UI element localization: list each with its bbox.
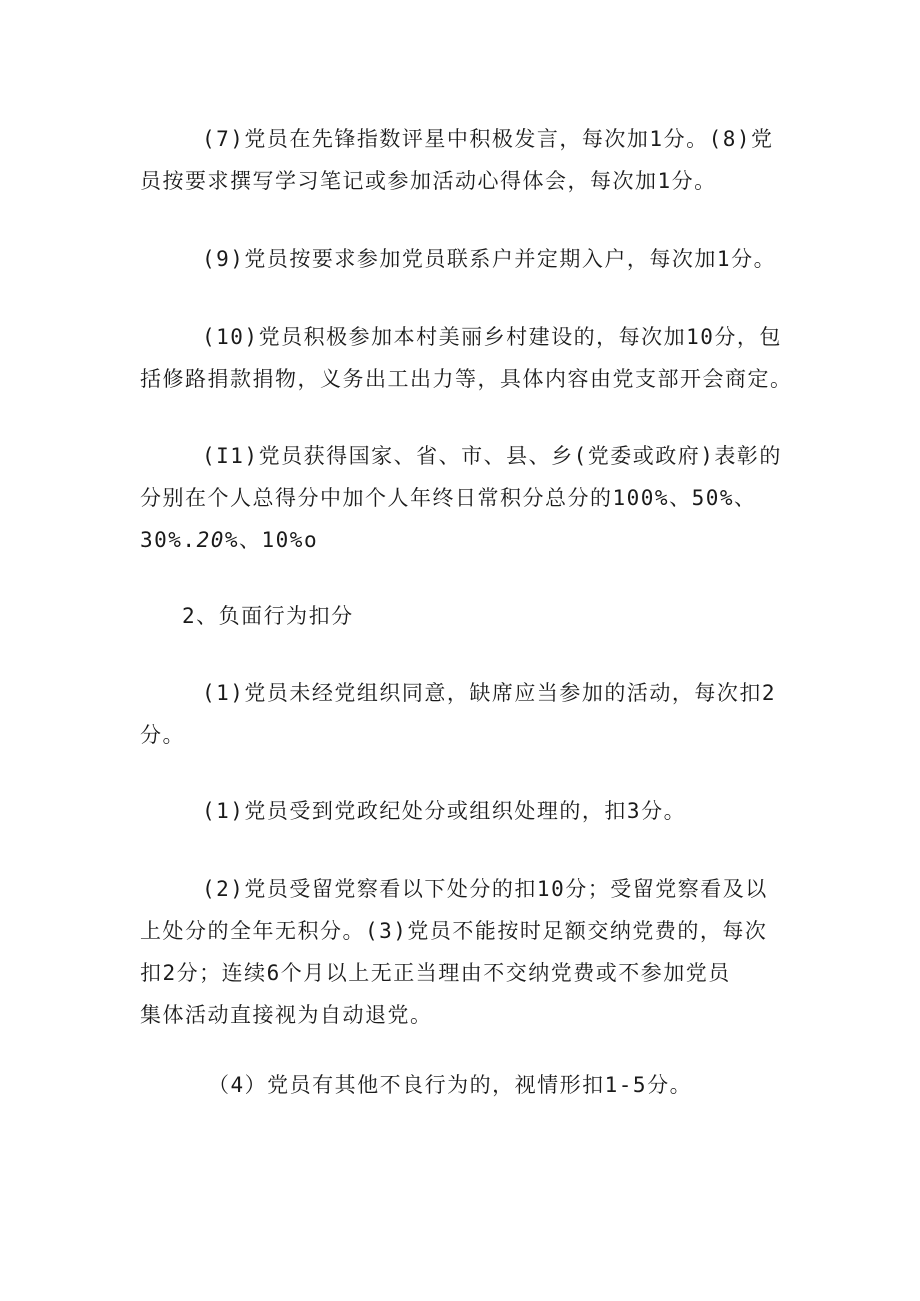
text-line: (1)党员未经党组织同意，缺席应当参加的活动，每次扣2 <box>202 681 777 705</box>
text-line: (10)党员积极参加本村美丽乡村建设的，每次加10分，包 <box>202 325 782 349</box>
text-fragment-italic: 20% <box>196 528 240 552</box>
text-line: (I1)党员获得国家、省、市、县、乡(党委或政府)表彰的 <box>202 444 782 468</box>
paragraph-item-11 <box>140 435 790 561</box>
paragraph-item-10 <box>140 316 793 400</box>
text-line: (1)党员受到党政纪处分或组织处理的，扣3分。 <box>202 799 687 823</box>
text-line: 集体活动直接视为自动退党。 <box>140 1003 433 1027</box>
text-line: (9)党员按要求参加党员联系户并定期入户，每次加1分。 <box>202 247 777 271</box>
text-line: 扣2分；连续6个月以上无正当理由不交纳党费或不参加党员 <box>140 961 731 985</box>
paragraph-item-4 <box>140 1064 790 1106</box>
text-line: 上处分的全年无积分。(3)党员不能按时足额交纳党费的，每次 <box>140 919 768 943</box>
paragraph-item-1-discipline <box>140 790 790 832</box>
text-line: 括修路捐款捐物，义务出工出力等，具体内容由党支部开会商定。 <box>140 367 793 391</box>
text-line: (2)党员受留党察看以下处分的扣10分；受留党察看及以 <box>202 877 768 901</box>
section-heading-negative-behavior <box>140 595 790 637</box>
text-fragment: 、10%o <box>239 528 319 552</box>
text-line: 员按要求撰写学习笔记或参加活动心得体会，每次加1分。 <box>140 169 717 193</box>
paragraph-item-1-absence <box>140 672 790 756</box>
text-line <box>140 519 790 561</box>
text-line: （4）党员有其他不良行为的，视情形扣1-5分。 <box>208 1073 693 1097</box>
paragraph-item-9 <box>140 238 790 280</box>
text-line: 分别在个人总得分中加个人年终日常积分总分的100%、50%、 <box>140 486 757 510</box>
paragraph-item-2-3 <box>140 868 790 1036</box>
text-line: (7)党员在先锋指数评星中积极发言，每次加1分。(8)党 <box>202 127 774 151</box>
text-line: 分。 <box>140 723 185 747</box>
text-fragment: 30%. <box>140 528 197 552</box>
section-heading: 2、负面行为扣分 <box>182 604 354 628</box>
paragraph-item-7-8 <box>140 118 790 202</box>
